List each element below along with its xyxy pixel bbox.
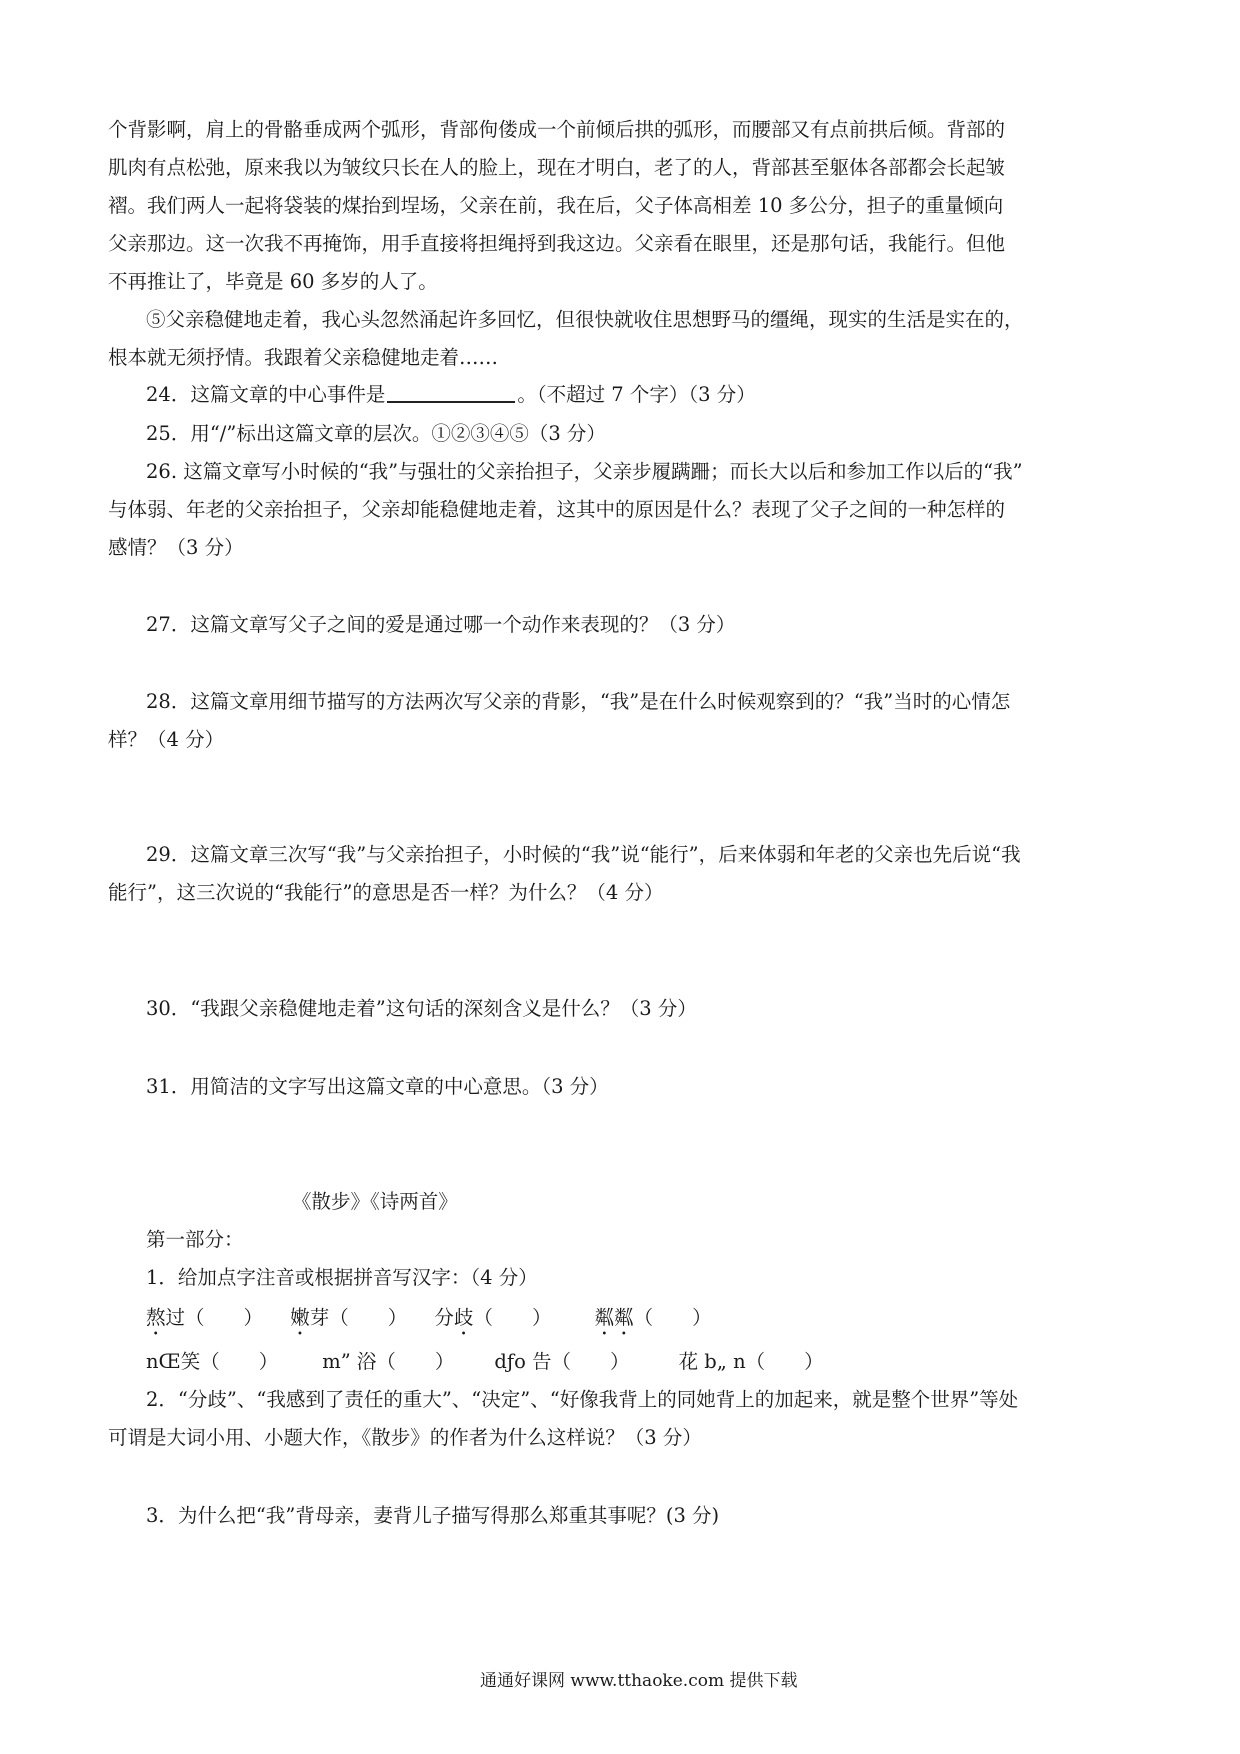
pinyin-row-1 bbox=[146, 1306, 712, 1340]
question-24-text: 24．这篇文章的中心事件是 bbox=[146, 383, 386, 406]
pinyin-row-2 bbox=[146, 1352, 824, 1372]
question-28: 28．这篇文章用细节描写的方法两次写父亲的背影，“我”是在什么时候观察到的？“我”当时的心情怎 bbox=[146, 690, 1011, 713]
question-24-tail: 。（不超过 7 个字）（3 分） bbox=[517, 383, 756, 406]
passage-line: 不再推让了，毕竟是 60 多岁的人了。 bbox=[108, 270, 438, 293]
passage-line: 父亲那边。这一次我不再掩饰，用手直接将担绳捋到我这边。父亲看在眼里，还是那句话，我能行。但他 bbox=[108, 232, 1006, 255]
pinyin-item: 花 b„ n（ ） bbox=[678, 1350, 824, 1373]
pinyin-item: 熬过（ ） bbox=[146, 1306, 264, 1329]
pinyin-item: 嫩芽（ ） bbox=[290, 1306, 408, 1329]
question-26: 26. 这篇文章写小时候的“我”与强壮的父亲抬担子，父亲步履蹒跚；而长大以后和参加工作以后的“我” bbox=[146, 460, 1023, 483]
question-25: 25．用“/”标出这篇文章的层次。①②③④⑤（3 分） bbox=[146, 422, 606, 445]
passage-line: 褶。我们两人一起将袋装的煤抬到埕场，父亲在前，我在后，父子体高相差 10 多公分，担子的重量倾向 bbox=[108, 194, 1004, 217]
answer-blank[interactable] bbox=[387, 400, 515, 403]
question-26: 感情？（3 分） bbox=[108, 536, 244, 559]
section2-question-2: 2．“分歧”、“我感到了责任的重大”、“决定”、“好像我背上的同她背上的加起来，就是整个世界”等处 bbox=[146, 1388, 1019, 1411]
question-31: 31．用简洁的文字写出这篇文章的中心意思。（3 分） bbox=[146, 1075, 609, 1098]
question-27: 27．这篇文章写父子之间的爱是通过哪一个动作来表现的？（3 分） bbox=[146, 613, 736, 636]
question-30: 30．“我跟父亲稳健地走着”这句话的深刻含义是什么？（3 分） bbox=[146, 997, 697, 1020]
pinyin-item: m” 浴（ ） bbox=[322, 1350, 455, 1373]
question-28: 样？（4 分） bbox=[108, 728, 225, 751]
pinyin-item: 分歧（ ） bbox=[434, 1306, 552, 1329]
section-part-label: 第一部分： bbox=[146, 1228, 244, 1251]
question-26: 与体弱、年老的父亲抬担子，父亲却能稳健地走着，这其中的原因是什么？表现了父子之间的一种怎样的 bbox=[108, 498, 1006, 521]
passage-line: 根本就无须抒情。我跟着父亲稳健地走着…… bbox=[108, 346, 499, 369]
page-footer: 通通好课网 www.tthaoke.com 提供下载 bbox=[480, 1671, 798, 1691]
section2-question-3: 3．为什么把“我”背母亲，妻背儿子描写得那么郑重其事呢？(3 分) bbox=[146, 1504, 720, 1527]
section2-question-2: 可谓是大词小用、小题大作，《散步》的作者为什么这样说？（3 分） bbox=[108, 1426, 702, 1449]
passage-line: 个背影啊，肩上的骨骼垂成两个弧形，背部佝偻成一个前倾后拱的弧形，而腰部又有点前拱后倾。背部的 bbox=[108, 118, 1006, 141]
question-29: 29．这篇文章三次写“我”与父亲抬担子，小时候的“我”说“能行”，后来体弱和年老的父亲也先后说“我 bbox=[146, 843, 1021, 866]
passage-line: 肌肉有点松弛，原来我以为皱纹只长在人的脸上，现在才明白，老了的人，背部甚至躯体各部都会长起皱 bbox=[108, 156, 1006, 179]
passage-line: ⑤父亲稳健地走着，我心头忽然涌起许多回忆，但很快就收住思想野马的缰绳，现实的生活是实在的， bbox=[146, 308, 1024, 331]
question-24 bbox=[146, 385, 756, 405]
pinyin-item: 粼粼（ ） bbox=[594, 1306, 712, 1329]
pinyin-item: dƒo 告（ ） bbox=[494, 1350, 630, 1373]
section-title: 《散步》《诗两首》 bbox=[292, 1190, 458, 1213]
question-29: 能行”，这三次说的“我能行”的意思是否一样？为什么？（4 分） bbox=[108, 881, 664, 904]
section2-question-1: 1．给加点字注音或根据拼音写汉字：（4 分） bbox=[146, 1266, 538, 1289]
pinyin-item: nŒ笑（ ） bbox=[146, 1350, 279, 1373]
